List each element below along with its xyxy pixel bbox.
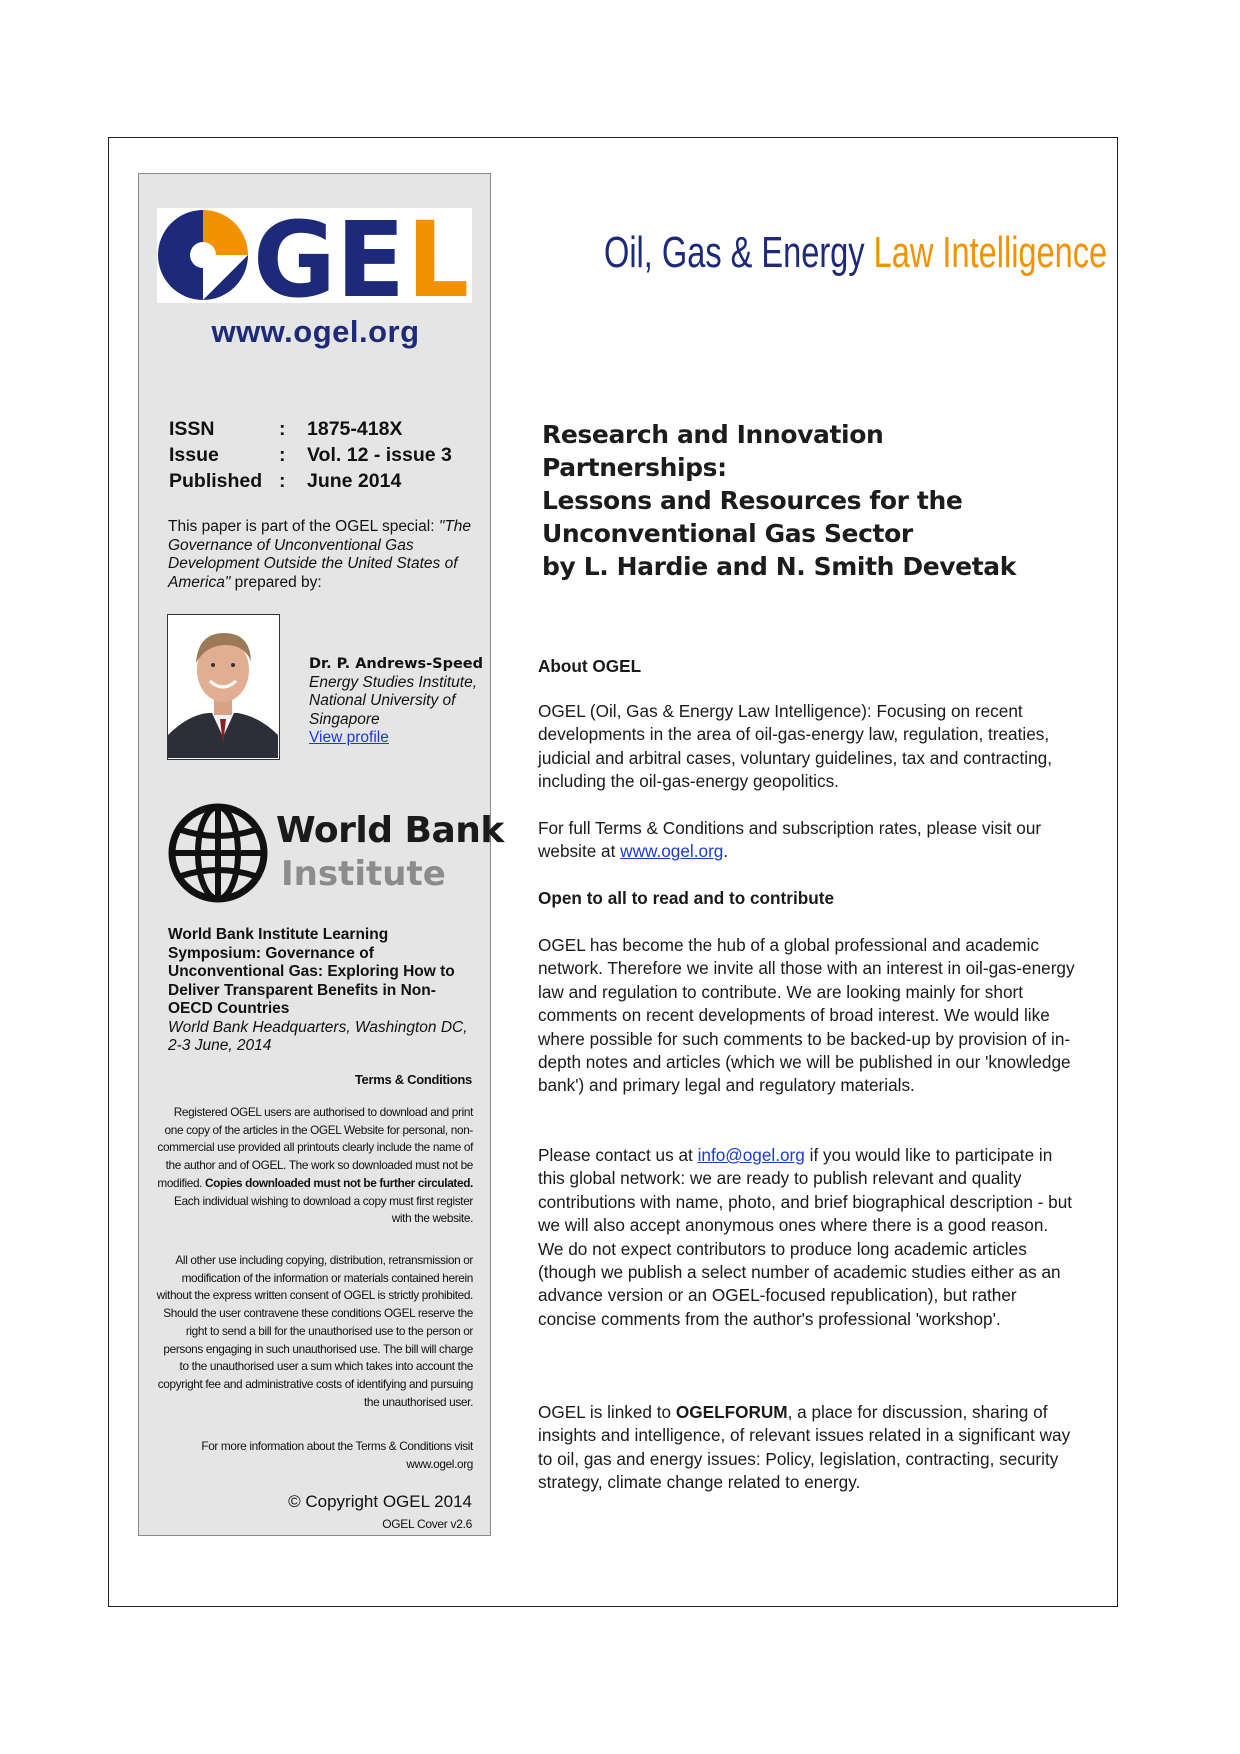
contact-paragraph: Please contact us at info@ogel.org if you would like to participate in this global network: we are ready to publish relevant and quality contributions with name, photo, and brief biographical description - but we will also accept anonymous ones where there is a good reason. We do not expect contributors to produce long academic articles (though we publish a select number of academic studies either as an advance version or an OGEL-focused republication), but rather concise comments from the author's professional 'workshop'.: [538, 1145, 1073, 1329]
cover-version: OGEL Cover v2.6: [382, 1517, 472, 1531]
published-label: Published: [169, 470, 263, 492]
forum-paragraph: OGEL is linked to OGELFORUM, a place for discussion, sharing of insights and intelligence, of relevant issues related in a significant way to oil, gas and energy issues: Policy, legislation, contracting, security strategy, climate change related to energy.: [538, 1402, 1071, 1493]
author-info: [309, 655, 489, 748]
terms-paragraph: For full Terms & Conditions and subscription rates, please visit our website at www.ogel.org.: [538, 818, 1042, 862]
network-paragraph: OGEL has become the hub of a global professional and academic network. Therefore we invite all those with an interest in oil-gas-energy law and regulation to contribute. We are looking mainly for short comments on recent developments of broad interest. We would like where possible for such comments to be backed-up by provision of in-depth notes and articles (which we will be published in our 'knowledge bank') and primary legal and regulatory materials.: [538, 935, 1075, 1096]
contribute-heading: Open to all to read and to contribute: [538, 888, 835, 908]
special-intro: This paper is part of the OGEL special:: [168, 518, 439, 535]
view-profile-link[interactable]: View profile: [309, 729, 389, 746]
issn-label: ISSN: [169, 418, 215, 440]
about-heading: About OGEL: [538, 656, 642, 676]
website-url[interactable]: www.ogel.org: [211, 314, 420, 349]
website-link[interactable]: www.ogel.org: [620, 841, 724, 862]
special-suffix: prepared by:: [230, 573, 322, 591]
sidebar: [138, 173, 504, 1536]
separator: :: [279, 444, 286, 466]
paper-authors: by L. Hardie and N. Smith Devetak: [542, 552, 1016, 581]
email-link[interactable]: info@ogel.org: [697, 1145, 805, 1165]
world-bank-title: World Bank: [276, 810, 504, 851]
special-title: "The Governance of Unconventional Gas Development Outside the United States of America": [168, 518, 472, 591]
paper-title-line: Unconventional Gas Sector: [542, 519, 913, 548]
terms-paragraph-1: Registered OGEL users are authorised to download and print one copy of the articles in the OGEL Website for personal, non-commercial use provided all printouts clearly include the name of the author and of OGEL. The work so downloaded must not be modified. Copies downloaded must not be further circulated. Each individual wishing to download a copy must first register with the website.: [157, 1105, 473, 1226]
symposium-info: [168, 926, 478, 1056]
copyright-notice: © Copyright OGEL 2014: [288, 1492, 472, 1511]
issue-value: Vol. 12 - issue 3: [307, 444, 452, 466]
brand-tagline: [604, 228, 1107, 278]
special-issue-note: [168, 518, 478, 592]
author-name: Dr. P. Andrews-Speed: [309, 656, 484, 672]
ogel-logo-graphic: [157, 208, 472, 303]
paper-title-line: Research and Innovation Partnerships:: [542, 420, 884, 482]
brand-part-1: Oil, Gas & Energy: [604, 228, 865, 277]
paper-title-line: Lessons and Resources for the: [542, 486, 963, 515]
author-photo: [167, 614, 280, 760]
about-paragraph: OGEL (Oil, Gas & Energy Law Intelligence): Focusing on recent developments in the area of oil-gas-energy law, regulation, treaties, judicial and arbitral cases, voluntary guidelines, tax and contracting, including the oil-gas-energy geopolitics.: [538, 701, 1053, 792]
paper-title: [542, 418, 1062, 583]
author-portrait: [168, 615, 278, 758]
world-bank-globe-icon: [167, 802, 269, 904]
terms-paragraph-2: All other use including copying, distribution, retransmission or modification of the information or materials contained herein without the express written consent of OGEL is strictly prohibited. Should the user contravene these conditions OGEL reserve the right to send a bill for the unauthorised use to the person or persons engaging in such unauthorised use. The bill will charge to the unauthorised user a sum which takes into account the copyright fee and administrative costs of identifying and pursuing the unauthorised user.: [156, 1253, 473, 1409]
separator: :: [279, 418, 286, 440]
symposium-place: World Bank Headquarters, Washington DC, 2-3 June, 2014: [168, 1018, 468, 1054]
svg-text:L: L: [407, 208, 469, 303]
world-bank-institute: Institute: [281, 854, 446, 894]
author-affiliation-1: Energy Studies Institute,: [309, 673, 478, 691]
svg-text:GE: GE: [253, 208, 405, 303]
issn-value: 1875-418X: [307, 418, 403, 440]
separator: :: [279, 470, 286, 492]
published-value: June 2014: [307, 470, 402, 492]
terms-heading: Terms & Conditions: [354, 1072, 472, 1087]
ogelforum-name: OGELFORUM: [675, 1402, 788, 1422]
issue-label: Issue: [169, 444, 219, 466]
author-affiliation-2: National University of Singapore: [309, 692, 456, 728]
terms-paragraph-3: For more information about the Terms & Conditions visit www.ogel.org: [201, 1439, 473, 1471]
brand-part-2: Law Intelligence: [873, 228, 1108, 277]
ogel-logo: [157, 208, 472, 303]
symposium-title: World Bank Institute Learning Symposium: Governance of Unconventional Gas: Exploring How to Deliver Transparent Benefits in Non-OECD Countries: [168, 926, 455, 1017]
